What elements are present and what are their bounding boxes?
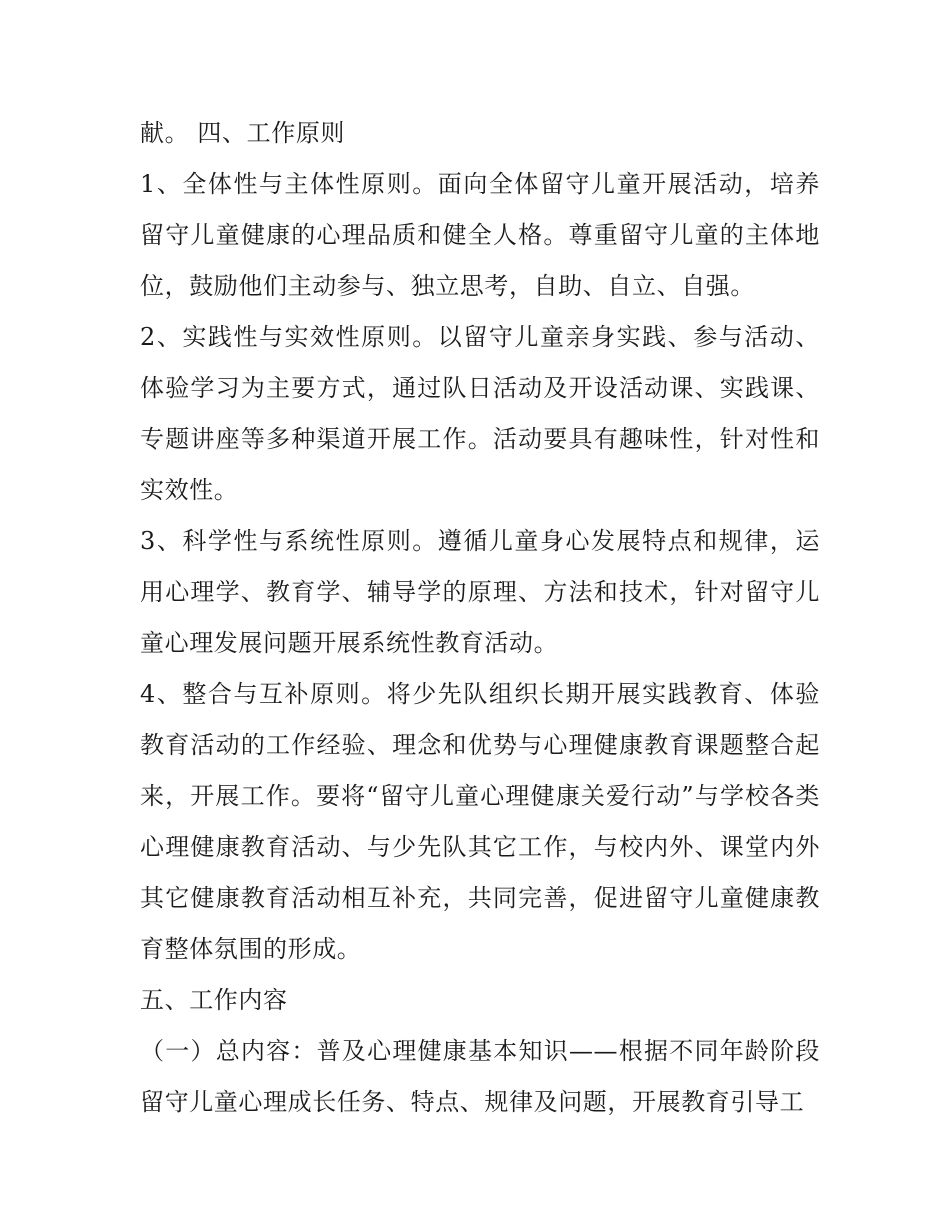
paragraph-principle-4: 4、整合与互补原则。将少先队组织长期开展实践教育、体验教育活动的工作经验、理念和优势与心理健康教育课题整合起来，开展工作。要将“留守儿童心理健康关爱行动”与学校各类心理健康教育活动、与少先队其它工作，与校内外、课堂内外其它健康教育活动相互补充，共同完善，促进留守儿童健康教育整体氛围的形成。 bbox=[140, 680, 820, 963]
paragraph-principle-3: 3、科学性与系统性原则。遵循儿童身心发展特点和规律，运用心理学、教育学、辅导学的原理、方法和技术，针对留守儿童心理发展问题开展系统性教育活动。 bbox=[140, 527, 820, 657]
section-five-heading: 五、工作内容 bbox=[140, 986, 288, 1014]
paragraph-principle-2: 2、实践性与实效性原则。以留守儿童亲身实践、参与活动、体验学习为主要方式，通过队日活动及开设活动课、实践课、专题讲座等多种渠道开展工作。活动要具有趣味性，针对性和实效性。 bbox=[140, 323, 820, 504]
paragraph-general-content: （一）总内容：普及心理健康基本知识——根据不同年龄阶段留守儿童心理成长任务、特点、规律及问题，开展教育引导工 bbox=[140, 1037, 820, 1116]
document-body bbox=[140, 108, 820, 1128]
paragraph-principle-1: 1、全体性与主体性原则。面向全体留守儿童开展活动，培养留守儿童健康的心理品质和健全人格。尊重留守儿童的主体地位，鼓励他们主动参与、独立思考，自助、自立、自强。 bbox=[140, 170, 820, 300]
paragraph-section-four-heading: 献。 四、工作原则 bbox=[140, 119, 346, 147]
